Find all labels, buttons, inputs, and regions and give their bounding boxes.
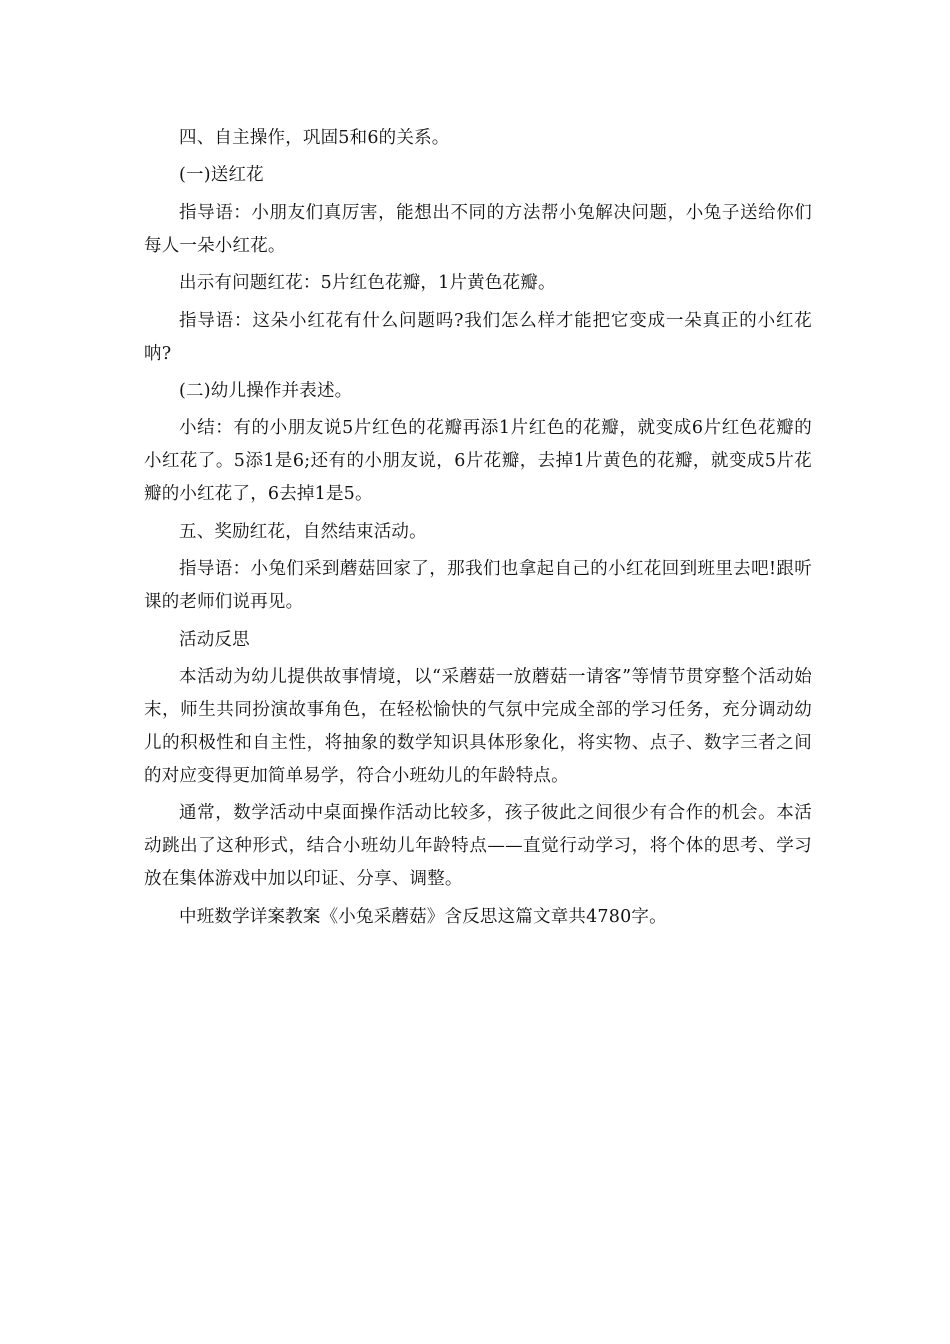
paragraph-reflection-1: 本活动为幼儿提供故事情境，以“采蘑菇一放蘑菇一请客”等情节贯穿整个活动始末，师生共同扮演故事角色，在轻松愉快的气氛中完成全部的学习任务，充分调动幼儿的积极性和自主性，将抽象的数学知识具体形象化，将实物、点子、数字三者之间的对应变得更加简单易学，符合小班幼儿的年龄特点。 — [144, 666, 812, 786]
paragraph-summary: 小结：有的小朋友说5片红色的花瓣再添1片红色的花瓣，就变成6片红色花瓣的小红花了。5添1是6;还有的小朋友说，6片花瓣，去掉1片黄色的花瓣，就变成5片花瓣的小红花了，6去掉1是5。 — [144, 418, 812, 505]
section-heading-five: 五、奖励红花，自然结束活动。 — [179, 521, 427, 542]
heading-reflection: 活动反思 — [179, 629, 250, 650]
subheading-send-red-flower: (一)送红花 — [179, 165, 264, 186]
section-heading-four: 四、自主操作，巩固5和6的关系。 — [179, 128, 450, 148]
paragraph-guidance-3: 指导语：小兔们采到蘑菇回家了，那我们也拿起自己的小红花回到班里去吧!跟听课的老师们说再见。 — [144, 559, 812, 613]
paragraph-reflection-2: 通常，数学活动中桌面操作活动比较多，孩子彼此之间很少有合作的机会。本活动跳出了这种形式，结合小班幼儿年龄特点——直觉行动学习，将个体的思考、学习放在集体游戏中加以印证、分享、调整。 — [144, 803, 812, 890]
subheading-child-operation: (二)幼儿操作并表述。 — [179, 380, 353, 401]
document-body — [144, 122, 812, 938]
paragraph-guidance-1: 指导语：小朋友们真厉害，能想出不同的方法帮小兔解决问题，小兔子送给你们每人一朵小红花。 — [144, 202, 812, 256]
paragraph-word-count: 中班数学详案教案《小兔采蘑菇》含反思这篇文章共4780字。 — [179, 906, 667, 927]
paragraph-show-flower: 出示有问题红花：5片红色花瓣，1片黄色花瓣。 — [179, 273, 556, 294]
paragraph-guidance-2: 指导语：这朵小红花有什么问题吗?我们怎么样才能把它变成一朵真正的小红花呐? — [144, 310, 812, 364]
